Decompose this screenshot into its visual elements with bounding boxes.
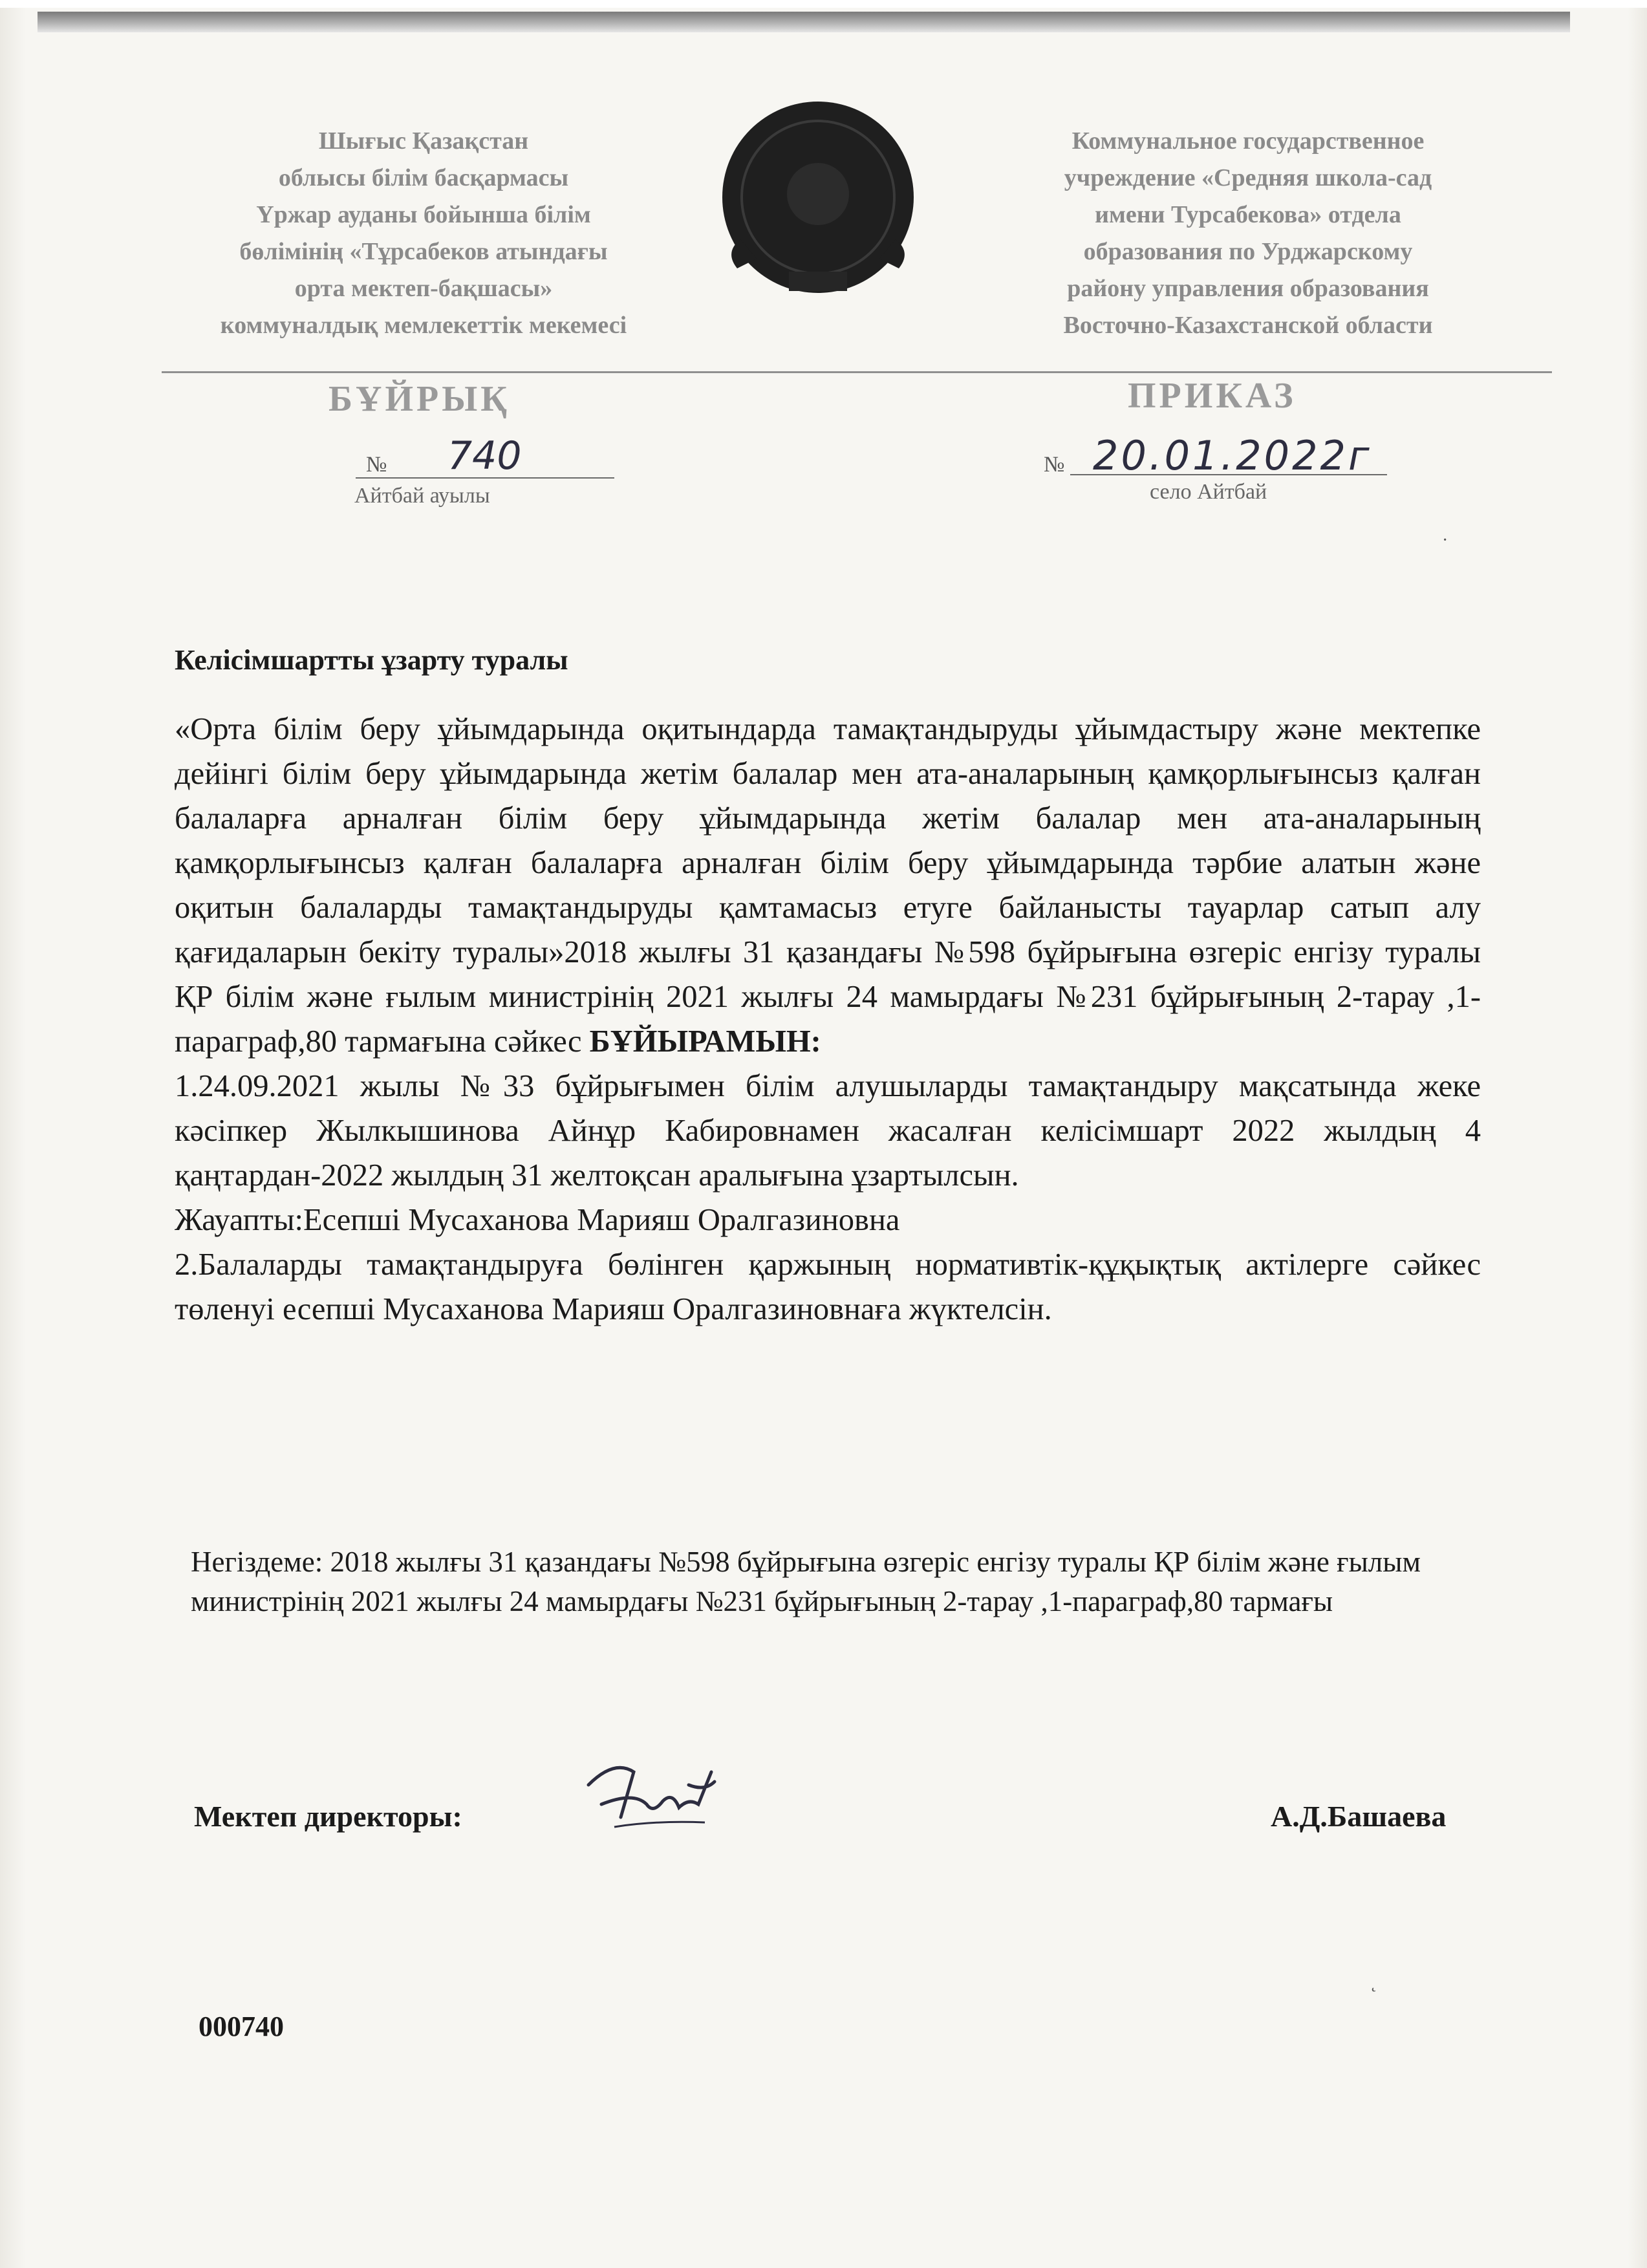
header-divider [162, 371, 1552, 373]
number-sign-kz: № [366, 453, 387, 477]
scan-speck: ˛ [1371, 1972, 1377, 1993]
director-label: Мектеп директоры: [194, 1800, 462, 1833]
order-date-ru: 20.01.2022г [1093, 432, 1372, 479]
order-intro-paragraph [175, 707, 1481, 1064]
state-emblem-icon [711, 97, 925, 307]
ru-organization-header: Коммунальное государственное учреждение «Средняя школа-сад имени Турсабекова» отдела образования по Урджарскому району управления образования Восточно-Казахстанской области [1063, 127, 1433, 339]
order-basis: Негіздеме: 2018 жылғы 31 қазандағы №598 бұйрығына өзгеріс енгізу туралы ҚР білім және ғылым министрінің 2021 жылғы 24 мамырдағы №231 бұйрығының 2-тарау ,1-параграф,80 тармағы [191, 1546, 1421, 1617]
order-title-ru: ПРИКАЗ [1128, 376, 1297, 416]
place-kz: Айтбай ауылы [354, 484, 490, 508]
command-word: БҰЙЫРАМЫН: [589, 1024, 821, 1059]
order-number-kz: 740 [447, 433, 522, 479]
order-body [175, 707, 1481, 1332]
responsible-person: Жауапты:Есепші Мусаханова Марияш Оралгазиновна [175, 1203, 900, 1237]
scan-right-edge [1628, 0, 1647, 2268]
handwritten-signature-icon [576, 1746, 724, 1843]
scan-speck: · [1442, 530, 1448, 550]
scan-left-edge [0, 0, 26, 2268]
kz-organization-header: Шығыс Қазақстан облысы білім басқармасы Үржар ауданы бойынша білім бөлімінің «Тұрсабеков атындағы орта мектеп-бақшасы» коммуналдық мемлекеттік мекемесі [220, 127, 627, 339]
document-number: 000740 [199, 2011, 284, 2042]
place-ru: село Айтбай [1150, 480, 1267, 504]
scan-shadow-bar [38, 12, 1570, 32]
scan-top-edge [0, 0, 1647, 8]
intro-text: «Орта білім беру ұйымдарында оқитындарда тамақтандыруды ұйымдастыру және мектепке дейінгі білім беру ұйымдарында жетім балалар мен ата-аналарының қамқорлығынсыз қалған балаларға арналған білім беру ұйымдарында жетім балалар мен ата-аналарының қамқорлығынсыз қалған балаларға арналған білім беру ұйымдарында тәрбие алатын және оқитын балаларды тамақтандыруды қамтамасыз етуге байланысты тауарлар сатып алу қағидаларын бекіту туралы»2018 жылғы 31 қазандағы №598 бұйрығына өзгеріс енгізу туралы ҚР білім және ғылым министрінің 2021 жылғы 24 мамырдағы №231 бұйрығының 2-тарау ,1-параграф,80 тармағына сәйкес [175, 712, 1481, 1059]
order-item-1: 1.24.09.2021 жылы №33 бұйрығымен білім алушыларды тамақтандыру мақсатында жеке кәсіпкер Жылкышинова Айнұр Кабировнамен жасалған келісімшарт 2022 жылдың 4 қаңтардан-2022 жылдың 31 желтоқсан аралығына ұзартылсын. [175, 1069, 1481, 1193]
number-sign-ru: № [1044, 453, 1065, 477]
order-subject: Келісімшартты ұзарту туралы [175, 644, 568, 676]
order-item-2: 2.Балаларды тамақтандыруға бөлінген қаржының нормативтік-құқықтық актілерге сәйкес төленуі есепші Мусаханова Марияш Оралгазиновнаға жүктелсін. [175, 1247, 1481, 1326]
director-name: А.Д.Башаева [1271, 1800, 1447, 1833]
order-title-kz: БҰЙРЫҚ [328, 379, 510, 419]
